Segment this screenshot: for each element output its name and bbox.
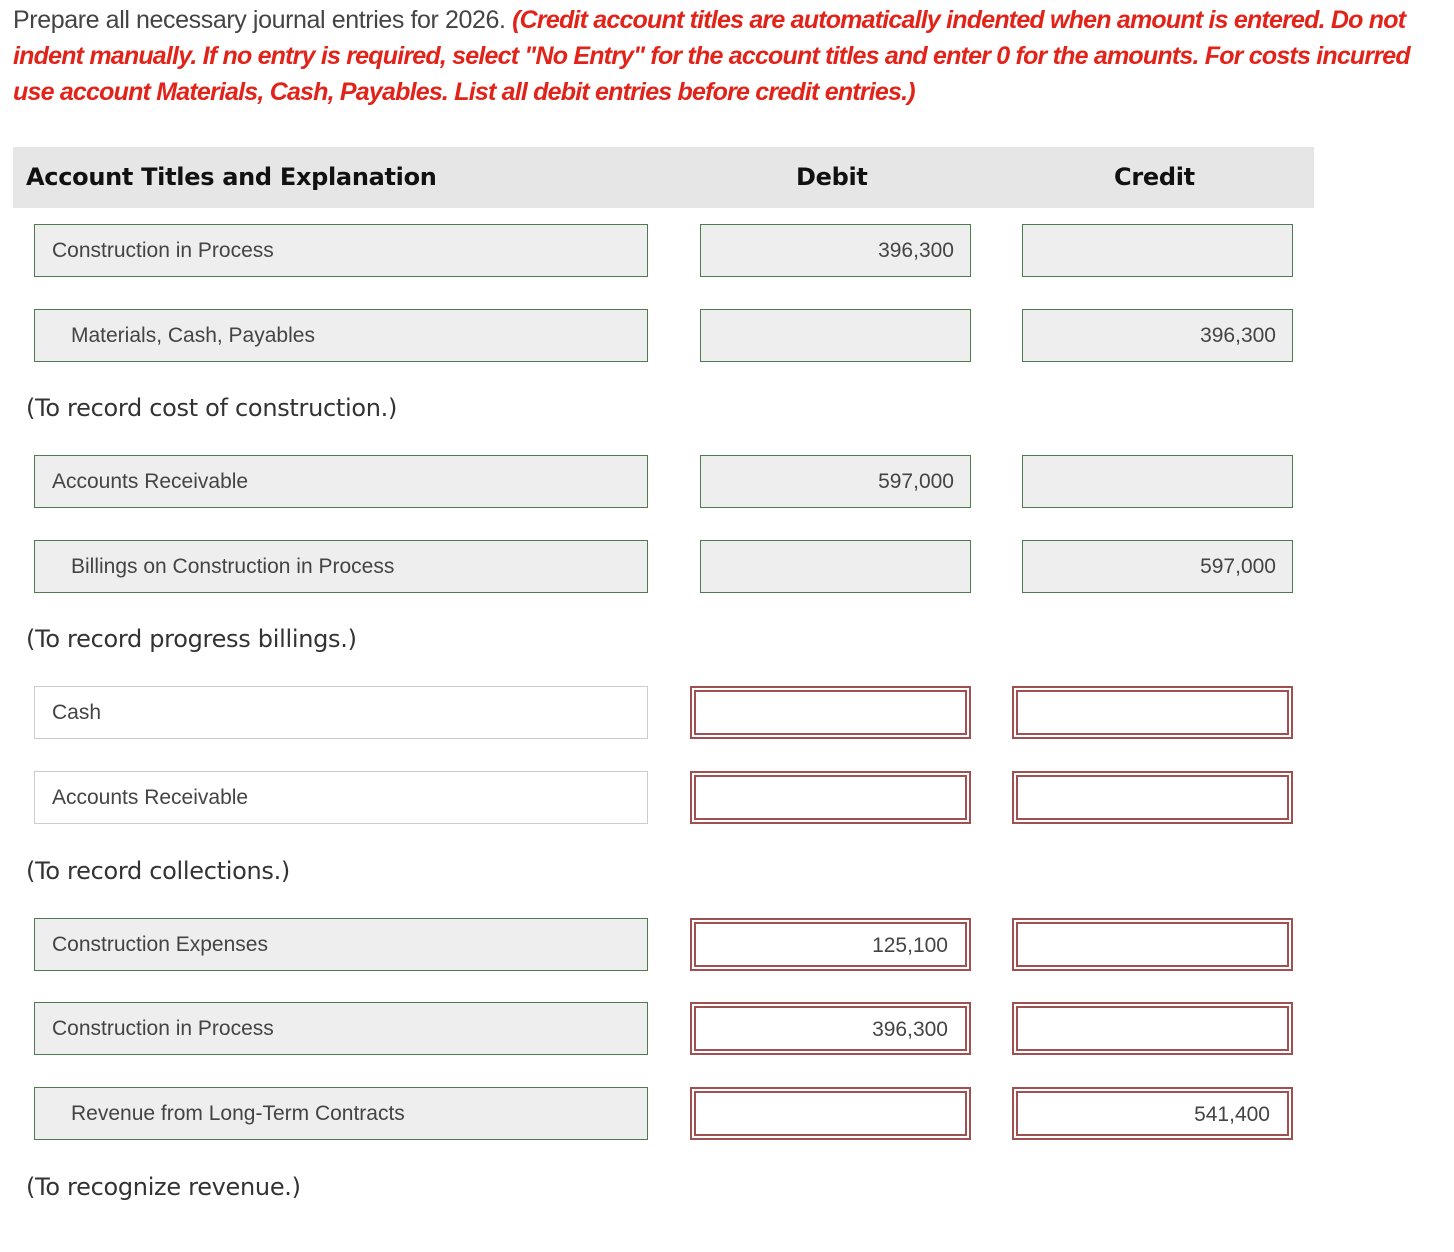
credit-input[interactable] [1022,455,1293,508]
instructions-lead: Prepare all necessary journal entries for 2026. [13,6,506,34]
entry-note: (To recognize revenue.) [26,1173,301,1201]
credit-input[interactable]: 541,400 [1012,1087,1293,1140]
entry-note: (To record collections.) [26,857,290,885]
account-select[interactable]: Accounts Receivable [34,771,648,824]
debit-input[interactable] [700,309,971,362]
debit-input[interactable]: 597,000 [700,455,971,508]
account-select[interactable]: Materials, Cash, Payables [34,309,648,362]
debit-input[interactable]: 125,100 [690,918,971,971]
credit-input[interactable] [1012,771,1293,824]
header-account-titles: Account Titles and Explanation [26,163,437,191]
account-select[interactable]: Construction Expenses [34,918,648,971]
credit-input[interactable] [1012,918,1293,971]
instructions [13,2,1443,110]
header-debit: Debit [796,163,868,191]
debit-input[interactable]: 396,300 [690,1002,971,1055]
debit-input[interactable]: 396,300 [700,224,971,277]
account-select[interactable]: Revenue from Long-Term Contracts [34,1087,648,1140]
account-select[interactable]: Cash [34,686,648,739]
credit-input[interactable]: 597,000 [1022,540,1293,593]
debit-input[interactable] [690,1087,971,1140]
account-select[interactable]: Billings on Construction in Process [34,540,648,593]
credit-input[interactable]: 396,300 [1022,309,1293,362]
entry-note: (To record cost of construction.) [26,394,398,422]
header-credit: Credit [1114,163,1195,191]
table-header [13,147,1314,208]
entry-note: (To record progress billings.) [26,625,357,653]
credit-input[interactable] [1022,224,1293,277]
debit-input[interactable] [700,540,971,593]
credit-input[interactable] [1012,1002,1293,1055]
debit-input[interactable] [690,771,971,824]
credit-input[interactable] [1012,686,1293,739]
instructions-emphasis: (Credit account titles are automatically indented when amount is entered. Do not indent manually. If no entry is required, select "No Entry" for the account titles and enter 0 for the amounts. For costs incurred use account Materials, Cash, Payables. List all debit entries before credit entries.) [13,6,1410,106]
account-select[interactable]: Construction in Process [34,1002,648,1055]
debit-input[interactable] [690,686,971,739]
account-select[interactable]: Construction in Process [34,224,648,277]
account-select[interactable]: Accounts Receivable [34,455,648,508]
